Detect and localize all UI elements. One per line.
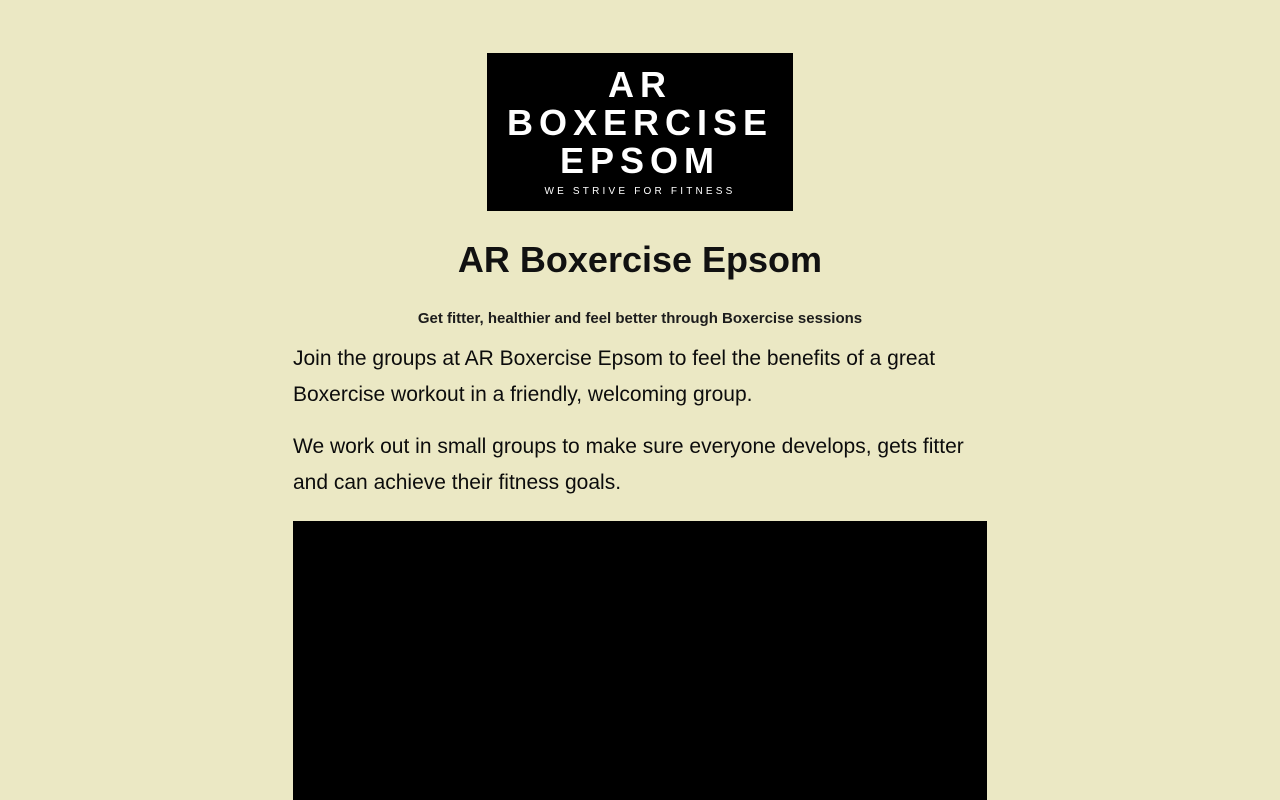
video-placeholder[interactable]: [293, 521, 987, 800]
logo-tagline: WE STRIVE FOR FITNESS: [544, 186, 736, 197]
logo-line-boxercise: BOXERCISE: [506, 102, 774, 143]
page-subtitle: Get fitter, healthier and feel better through Boxercise sessions: [417, 310, 863, 327]
intro-paragraph-2: We work out in small groups to make sure everyone develops, gets fitter and can achieve their fitness goals.: [293, 435, 964, 494]
page-title: AR Boxercise Epsom: [457, 239, 823, 280]
site-logo: [487, 53, 793, 211]
logo-line-epsom: EPSOM: [559, 140, 721, 181]
intro-paragraph-1: Join the groups at AR Boxercise Epsom to feel the benefits of a great Boxercise workout in a friendly, welcoming group.: [293, 347, 936, 406]
logo-line-ar: AR: [608, 64, 672, 105]
content-body: [293, 327, 987, 501]
logo-container: [0, 0, 1280, 211]
